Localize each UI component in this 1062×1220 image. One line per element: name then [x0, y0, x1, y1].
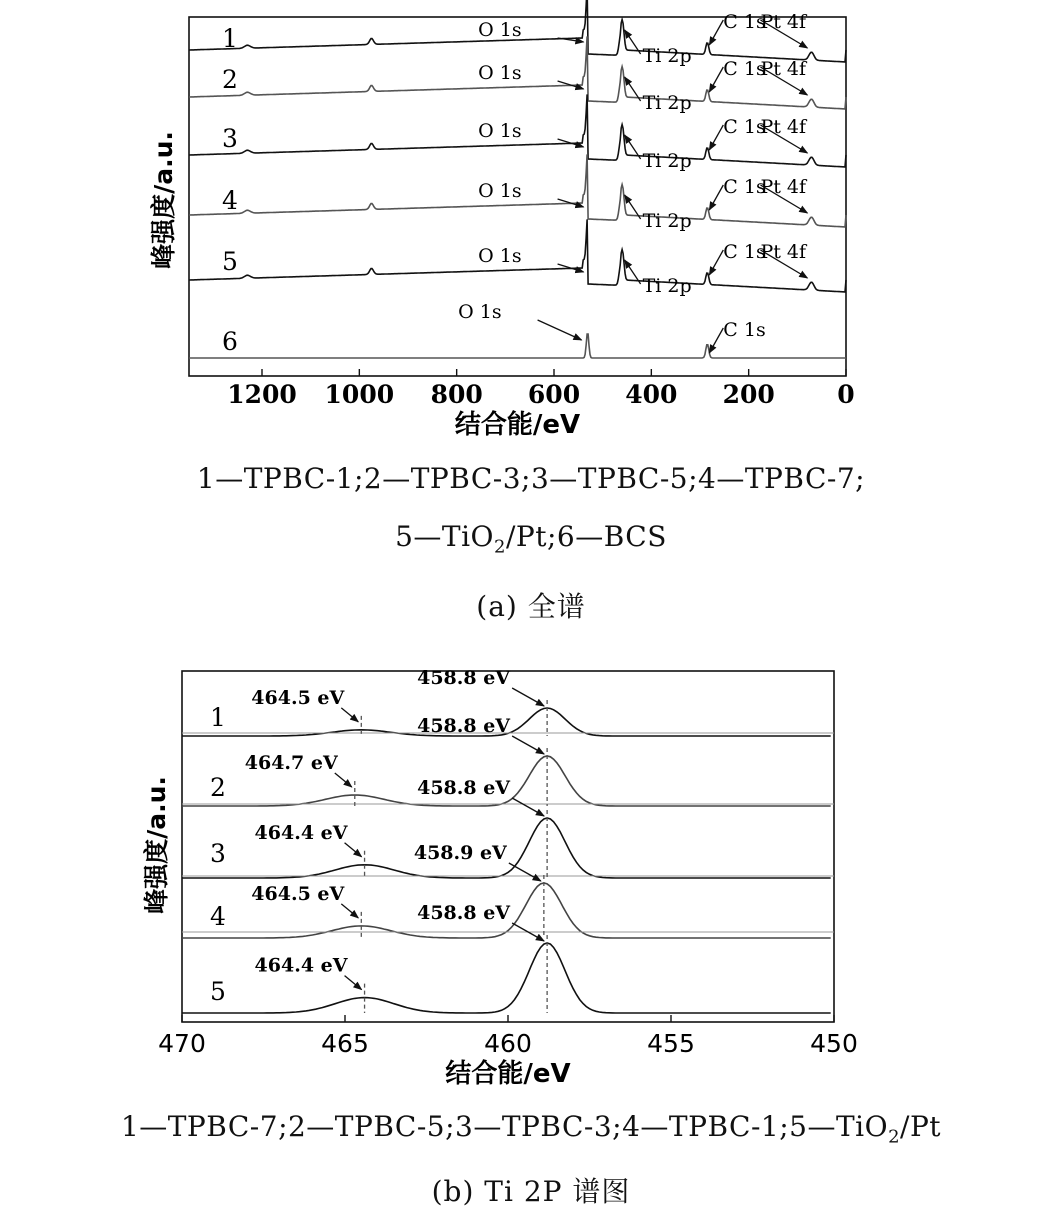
peak-arrow-a — [709, 328, 723, 353]
x-tick-label-b: 455 — [647, 1029, 695, 1058]
peak-arrow-a — [709, 185, 723, 210]
peak-arrow-b — [345, 976, 362, 990]
x-tick-label-a: 600 — [527, 380, 581, 409]
peak-arrow-b — [512, 688, 544, 706]
x-tick-label-a: 1200 — [227, 380, 297, 409]
peak-label-a: Ti 2p — [642, 275, 692, 297]
x-tick-label-b: 470 — [158, 1029, 206, 1058]
peak-label-a: Pt 4f — [760, 58, 807, 80]
peak-label-b: 458.8 eV — [417, 777, 511, 799]
x-tick-label-b: 460 — [484, 1029, 532, 1058]
series-b-5 — [182, 943, 831, 1013]
peak-label-a: Ti 2p — [642, 210, 692, 232]
peak-arrow-b — [509, 863, 541, 881]
series-label-b-4: 4 — [210, 902, 226, 931]
peak-arrow-a — [709, 250, 723, 275]
peak-label-a: C 1s — [723, 241, 766, 263]
peak-arrow-b — [512, 798, 544, 816]
legend-a-line2: 5—TiO$_2$/Pt;6—BCS — [395, 520, 667, 558]
peak-label-a: O 1s — [478, 120, 522, 142]
series-label-a-2: 2 — [222, 65, 238, 94]
peak-arrow-a — [709, 125, 723, 150]
peak-label-a: C 1s — [723, 11, 766, 33]
series-label-a-6: 6 — [222, 327, 238, 356]
peak-label-a: C 1s — [723, 176, 766, 198]
peak-label-a: C 1s — [723, 319, 766, 341]
peak-label-b: 464.5 eV — [251, 882, 345, 905]
series-label-a-4: 4 — [222, 186, 238, 215]
peak-label-b: 464.4 eV — [254, 954, 348, 977]
peak-label-b: 458.8 eV — [417, 715, 511, 737]
peak-label-a: Pt 4f — [760, 176, 807, 198]
x-tick-label-b: 450 — [810, 1029, 858, 1058]
peak-label-b: 458.9 eV — [413, 842, 507, 864]
x-tick-label-a: 800 — [430, 380, 483, 409]
peak-arrow-b — [335, 773, 352, 787]
peak-label-b: 458.8 eV — [417, 667, 511, 689]
peak-label-a: O 1s — [478, 19, 522, 41]
legend-a-line1: 1—TPBC-1;2—TPBC-3;3—TPBC-5;4—TPBC-7; — [196, 462, 866, 495]
peak-label-a: Ti 2p — [642, 92, 692, 114]
legend-b-line1: 1—TPBC-7;2—TPBC-5;3—TPBC-3;4—TPBC-1;5—TiO$_2$/Pt — [120, 1110, 942, 1148]
series-label-b-2: 2 — [210, 773, 226, 802]
peak-arrow-a — [709, 67, 723, 92]
peak-arrow-b — [345, 843, 362, 857]
caption-a: (a) 全谱 — [476, 590, 586, 623]
peak-label-a: Pt 4f — [760, 241, 807, 263]
series-label-a-5: 5 — [222, 247, 238, 276]
series-label-b-5: 5 — [210, 977, 226, 1006]
caption-b: (b) Ti 2P 谱图 — [431, 1175, 631, 1208]
peak-label-b: 464.5 eV — [251, 686, 345, 709]
peak-label-a: O 1s — [478, 245, 522, 267]
peak-label-b: 464.4 eV — [254, 821, 348, 844]
series-label-b-3: 3 — [210, 839, 226, 868]
peak-arrow-b — [341, 708, 358, 722]
peak-label-a: Ti 2p — [642, 150, 692, 172]
peak-label-b: 464.7 eV — [244, 752, 338, 774]
x-axis-label-b: 结合能/eV — [445, 1059, 571, 1089]
peak-label-a: Pt 4f — [760, 11, 807, 33]
y-axis-label-a: 峰强度/a.u. — [149, 131, 178, 269]
x-tick-label-b: 465 — [321, 1029, 369, 1058]
peak-label-a: Ti 2p — [642, 45, 692, 67]
peak-label-a: Pt 4f — [760, 116, 807, 138]
x-tick-label-a: 200 — [722, 380, 775, 409]
series-label-b-1: 1 — [210, 703, 226, 732]
series-label-a-1: 1 — [222, 24, 238, 53]
peak-arrow-a — [709, 20, 723, 45]
peak-arrow-a — [538, 320, 582, 340]
peak-label-a: C 1s — [723, 58, 766, 80]
peak-label-a: C 1s — [723, 116, 766, 138]
peak-arrow-b — [341, 904, 358, 918]
x-tick-label-a: 400 — [625, 380, 678, 409]
peak-arrow-b — [512, 736, 544, 754]
x-tick-label-a: 0 — [837, 380, 855, 409]
peak-label-a: O 1s — [458, 301, 502, 323]
x-tick-label-a: 1000 — [324, 380, 395, 409]
x-axis-label-a: 结合能/eV — [454, 410, 581, 440]
peak-label-a: O 1s — [478, 62, 522, 84]
series-label-a-3: 3 — [222, 124, 238, 153]
y-axis-label-b: 峰强度/a.u. — [142, 776, 171, 914]
peak-label-b: 458.8 eV — [417, 902, 511, 924]
peak-label-a: O 1s — [478, 180, 522, 202]
